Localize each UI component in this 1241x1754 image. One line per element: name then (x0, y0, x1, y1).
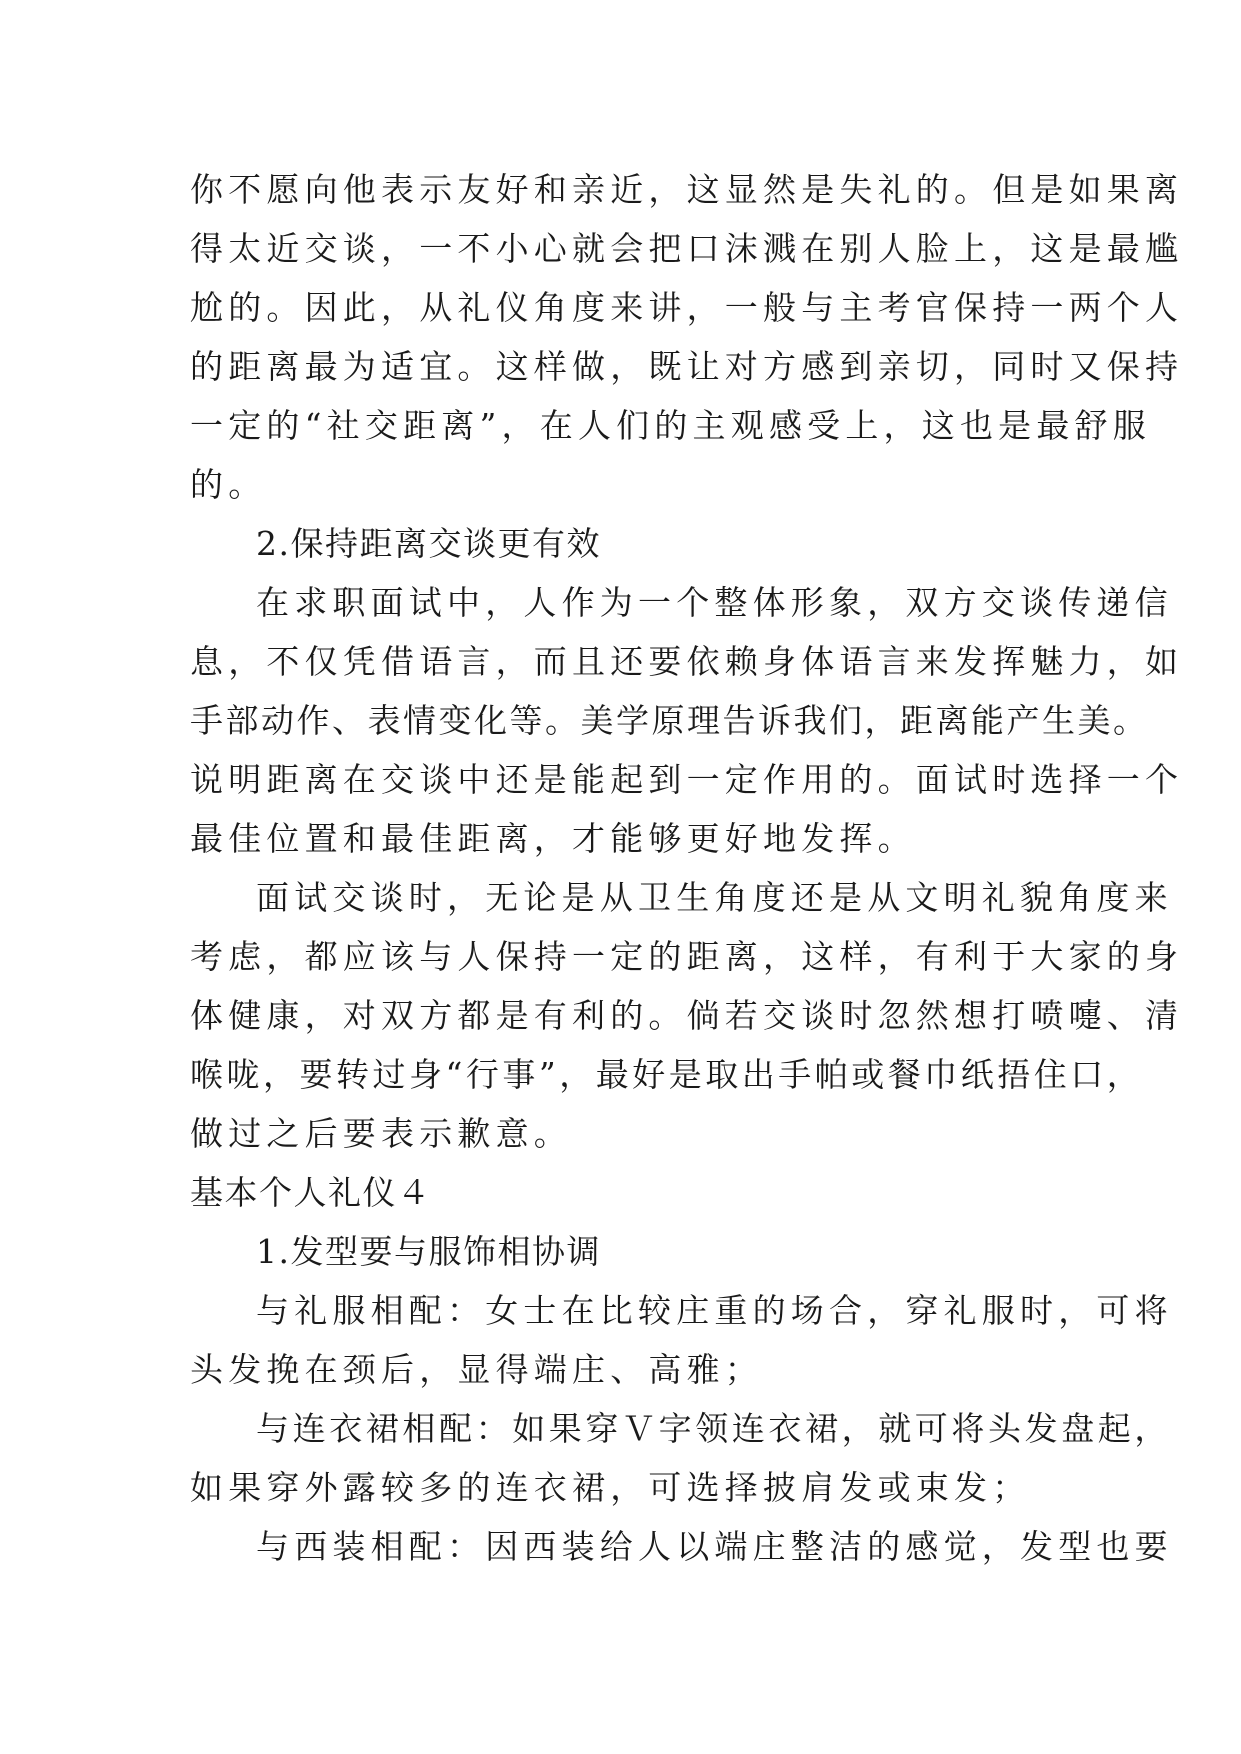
para5-line-2: 如果穿外露较多的连衣裙，可选择披肩发或束发； (190, 1468, 1031, 1507)
para3-line-5: 做过之后要表示歉意。 (190, 1114, 572, 1153)
para4-line-1: 与礼服相配：女士在比较庄重的场合，穿礼服时，可将 (256, 1291, 1173, 1330)
subheading-keep-distance: 2.保持距离交谈更有效 (256, 524, 601, 563)
para3-line-3: 体健康，对双方都是有利的。倘若交谈时忽然想打喷嚏、清 (190, 996, 1184, 1035)
section-title: 基本个人礼仪４ (190, 1173, 432, 1212)
para1-line-5: 一定的“社交距离”，在人们的主观感受上，这也是最舒服 (190, 406, 1151, 445)
para6-line-1: 与西装相配：因西装给人以端庄整洁的感觉，发型也要 (256, 1527, 1173, 1566)
para4-line-2: 头发挽在颈后，显得端庄、高雅； (190, 1350, 763, 1389)
para1-line-6: 的。 (190, 465, 267, 504)
para1-line-3: 尬的。因此，从礼仪角度来讲，一般与主考官保持一两个人 (190, 288, 1184, 327)
para1-line-2: 得太近交谈，一不小心就会把口沫溅在别人脸上，这是最尴 (190, 229, 1184, 268)
para3-line-4: 喉咙，要转过身“行事”，最好是取出手帕或餐巾纸捂住口， (190, 1055, 1144, 1094)
para2-line-5: 最佳位置和最佳距离，才能够更好地发挥。 (190, 819, 916, 858)
para1-line-1: 你不愿向他表示友好和亲近，这显然是失礼的。但是如果离 (190, 170, 1184, 209)
para1-line-4: 的距离最为适宜。这样做，既让对方感到亲切，同时又保持 (190, 347, 1184, 386)
para2-line-1: 在求职面试中，人作为一个整体形象，双方交谈传递信 (256, 583, 1173, 622)
para3-line-1: 面试交谈时，无论是从卫生角度还是从文明礼貌角度来 (256, 878, 1173, 917)
para5-line-1: 与连衣裙相配：如果穿Ｖ字领连衣裙，就可将头发盘起， (256, 1409, 1171, 1448)
para2-line-4: 说明距离在交谈中还是能起到一定作用的。面试时选择一个 (190, 760, 1184, 799)
para2-line-2: 息，不仅凭借语言，而且还要依赖身体语言来发挥魅力，如 (190, 642, 1184, 681)
para2-line-3: 手部动作、表情变化等。美学原理告诉我们，距离能产生美。 (190, 701, 1149, 740)
para3-line-2: 考虑，都应该与人保持一定的距离，这样，有利于大家的身 (190, 937, 1184, 976)
subheading-hairstyle: 1.发型要与服饰相协调 (256, 1232, 601, 1271)
